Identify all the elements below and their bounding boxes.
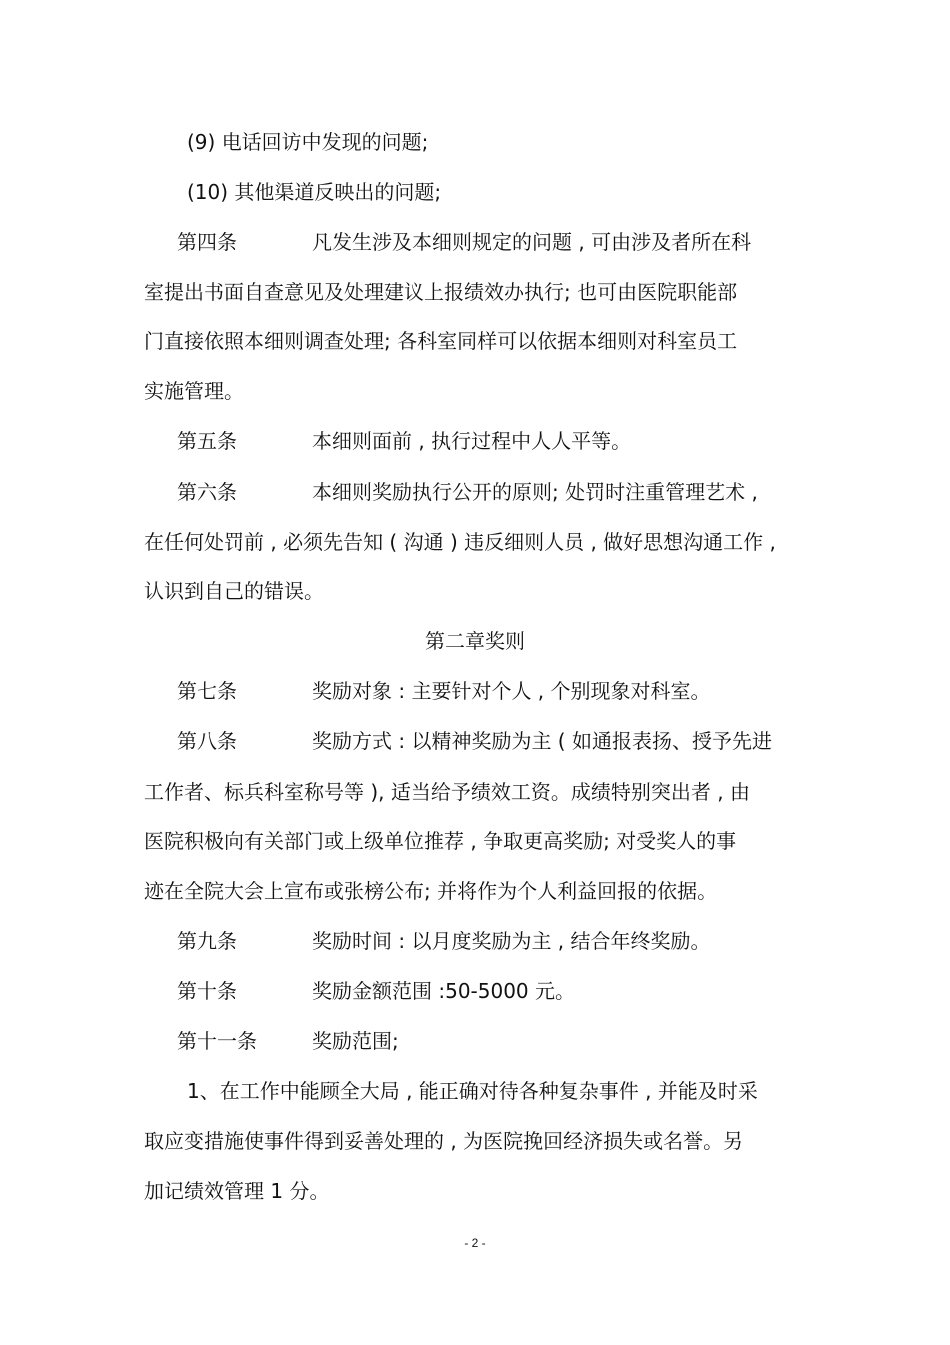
article-label: 第九条 [177,929,237,953]
article-label: 第十条 [177,979,237,1003]
text-line: 实施管理。 [144,379,244,403]
text-line: (10) 其他渠道反映出的问题; [187,180,442,204]
text-line: 奖励范围; [312,1029,399,1053]
text-line: 工作者、标兵科室称号等 ), 适当给予绩效工资。成绩特别突出者 , 由 [144,780,750,804]
text-line: (9) 电话回访中发现的问题; [187,130,429,154]
text-line: 凡发生涉及本细则规定的问题 , 可由涉及者所在科 [312,230,752,254]
text-line: 迹在全院大会上宣布或张榜公布; 并将作为个人利益回报的依据。 [144,879,718,903]
article-label: 第八条 [177,729,237,753]
text-line: 奖励对象 : 主要针对个人 , 个别现象对科室。 [312,679,711,703]
text-line: 本细则面前 , 执行过程中人人平等。 [312,429,632,453]
article-label: 第五条 [177,429,237,453]
text-line: 室提出书面自查意见及处理建议上报绩效办执行; 也可由医院职能部 [144,280,738,304]
text-line: 奖励金额范围 :50-5000 元。 [312,979,576,1003]
chapter-heading: 第二章奖则 [425,629,525,653]
text-line: 取应变措施使事件得到妥善处理的 , 为医院挽回经济损失或名誉。另 [144,1129,744,1153]
article-label: 第四条 [177,230,237,254]
page-number: - 2 - [464,1236,486,1250]
text-line: 在任何处罚前 , 必须先告知 ( 沟通 ) 违反细则人员 , 做好思想沟通工作 , [144,530,776,554]
text-line: 1、在工作中能顾全大局 , 能正确对待各种复杂事件 , 并能及时采 [187,1079,758,1103]
text-line: 医院积极向有关部门或上级单位推荐 , 争取更高奖励; 对受奖人的事 [144,829,737,853]
text-line: 认识到自己的错误。 [144,579,324,603]
text-line: 加记绩效管理 1 分。 [144,1179,330,1203]
text-line: 门直接依照本细则调查处理; 各科室同样可以依据本细则对科室员工 [144,329,738,353]
text-line: 本细则奖励执行公开的原则; 处罚时注重管理艺术 , [312,480,758,504]
text-line: 奖励时间 : 以月度奖励为主 , 结合年终奖励。 [312,929,711,953]
article-label: 第七条 [177,679,237,703]
text-line: 奖励方式 : 以精神奖励为主 ( 如通报表扬、授予先进 [312,729,772,753]
article-label: 第六条 [177,480,237,504]
article-label: 第十一条 [177,1029,257,1053]
